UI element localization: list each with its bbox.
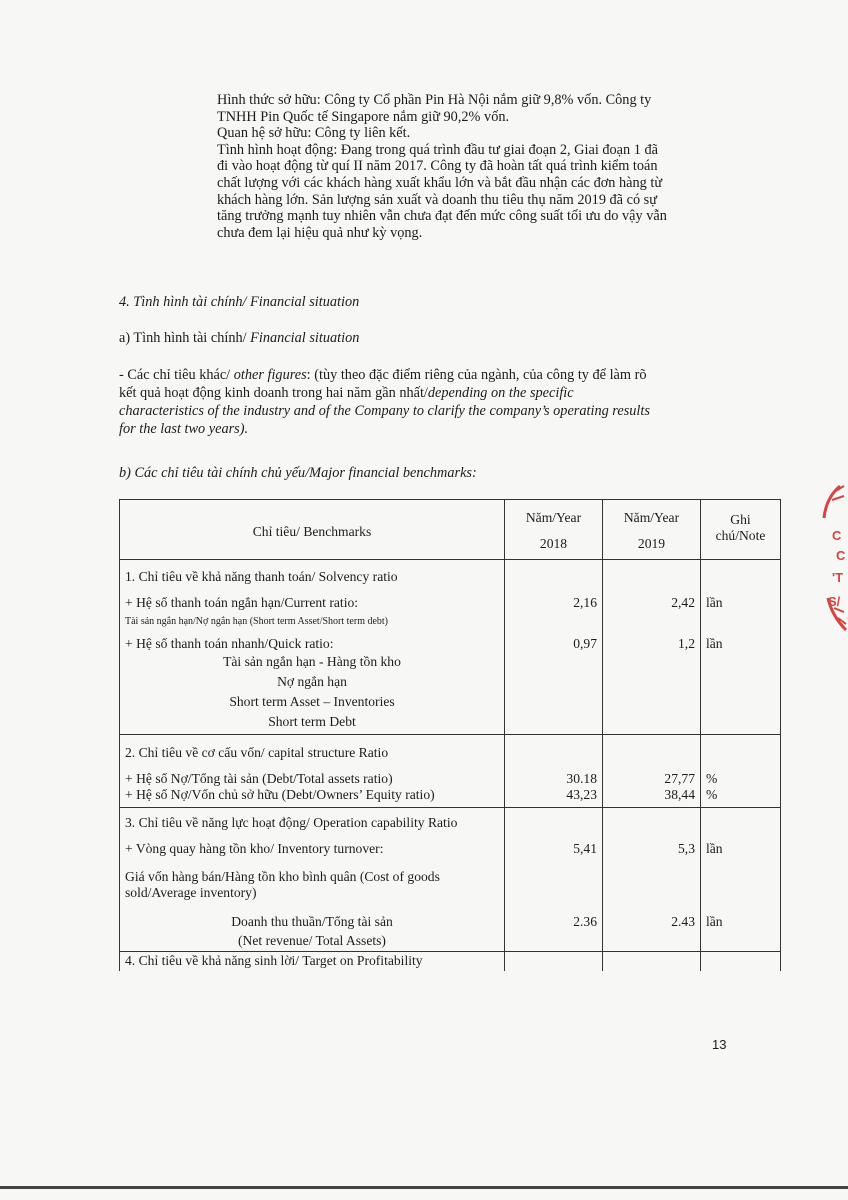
other-figures-paragraph (119, 366, 650, 438)
section-1-title: 1. Chỉ tiêu về khả năng thanh toán/ Solvency ratio (120, 560, 505, 586)
header-year-label: Năm/Year (623, 510, 680, 525)
other-figures-line-2-en: depending on the specific (427, 385, 574, 401)
financial-benchmarks-table (119, 499, 781, 971)
header-benchmarks: Chỉ tiêu/ Benchmarks (120, 500, 505, 560)
section-heading: 4. Tình hình tài chính/ Financial situation (119, 294, 360, 310)
section-3-title: 3. Chỉ tiêu về năng lực hoạt động/ Operation capability Ratio (120, 808, 505, 832)
header-note-line-2: chú/Note (715, 528, 766, 543)
intro-line: Tình hình hoạt động: Đang trong quá trình đầu tư giai đoạn 2, Giai đoạn 1 đã (217, 141, 658, 158)
header-year-2019 (603, 500, 701, 560)
bottom-scan-edge (0, 1186, 848, 1189)
other-figures-rest: : (tùy theo đặc điểm riêng của ngành, của công ty để làm rõ (306, 367, 647, 383)
header-note (701, 500, 781, 560)
inventory-formula-line-1: Giá vốn hàng bán/Hàng tồn kho bình quân (Cost of goods (125, 869, 440, 884)
section-2-title: 2. Chỉ tiêu về cơ cấu vốn/ capital structure Ratio (120, 735, 505, 762)
subsection-a-vn: a) Tình hình tài chính/ (119, 330, 251, 346)
other-figures-line-3: characteristics of the industry and of the Company to clarify the company’s operating results (119, 403, 650, 419)
intro-line: đi vào hoạt động từ quí II năm 2017. Công ty đã hoàn tất quá trình kiểm toán (217, 158, 658, 175)
header-year-value: 2019 (637, 536, 666, 551)
table-row (120, 611, 781, 630)
current-ratio-note: lần (701, 585, 781, 611)
header-year-label: Năm/Year (525, 510, 582, 525)
revenue-assets-label-1: Doanh thu thuần/Tổng tài sản (231, 914, 393, 929)
revenue-assets-2019: 2.43 (603, 901, 701, 952)
quick-ratio-note: lần (701, 630, 781, 735)
header-note-line-1: Ghi (730, 512, 751, 527)
quick-ratio-2018: 0,97 (505, 630, 603, 735)
other-figures-en: other figures (233, 367, 307, 383)
current-ratio-formula: Tài sản ngắn hạn/Nợ ngắn hạn (Short term Asset/Short term debt) (120, 611, 505, 630)
intro-line: chưa đem lại hiệu quả như kỳ vọng. (217, 224, 423, 241)
current-ratio-label: + Hệ số thanh toán ngắn hạn/Current ratio: (120, 585, 505, 611)
stamp-char: C (836, 548, 846, 563)
inventory-formula (120, 857, 505, 901)
inventory-turnover-2019: 5,3 (603, 831, 701, 857)
inventory-turnover-2018: 5,41 (505, 831, 603, 857)
stamp-char: S/ (828, 594, 841, 609)
table-row (120, 560, 781, 586)
quick-ratio-label: + Hệ số thanh toán nhanh/Quick ratio: (125, 636, 334, 651)
page-number: 13 (712, 1037, 727, 1052)
inventory-turnover-label: + Vòng quay hàng tồn kho/ Inventory turnover: (120, 831, 505, 857)
other-figures-line-1 (119, 366, 650, 384)
debt-equity-2018: 43,23 (505, 787, 603, 808)
table-row (120, 808, 781, 832)
table-row (120, 901, 781, 952)
debt-equity-label: + Hệ số Nợ/Vốn chủ sở hữu (Debt/Owners’ Equity ratio) (120, 787, 505, 808)
debt-assets-2019: 27,77 (603, 761, 701, 787)
intro-line: Hình thức sở hữu: Công ty Cổ phần Pin Hà Nội nắm giữ 9,8% vốn. Công ty (217, 92, 652, 108)
quick-formula-line: Short term Debt (268, 714, 356, 729)
other-figures-line-2-vn: kết quả hoạt động kinh doanh trong hai năm gần nhất/ (119, 385, 428, 401)
stamp-char: 'T (832, 570, 844, 585)
table-row (120, 761, 781, 787)
revenue-assets-note: lần (701, 901, 781, 952)
other-figures-vn: - Các chỉ tiêu khác/ (119, 367, 234, 383)
subsection-a-heading (119, 330, 359, 347)
quick-ratio-cell (120, 630, 505, 735)
company-stamp-fragment (818, 478, 848, 638)
revenue-assets-label-2: (Net revenue/ Total Assets) (238, 933, 386, 948)
intro-line: khách hàng lớn. Sản lượng sản xuất và doanh thu tiêu thụ năm 2019 đã có sự (217, 191, 657, 208)
intro-paragraph (217, 92, 667, 241)
debt-equity-note: % (701, 787, 781, 808)
debt-assets-2018: 30.18 (505, 761, 603, 787)
quick-formula-line: Nợ ngắn hạn (277, 674, 347, 689)
current-ratio-2018: 2,16 (505, 585, 603, 611)
table-row (120, 952, 781, 972)
intro-line: Quan hệ sở hữu: Công ty liên kết. (217, 125, 411, 142)
table-row (120, 735, 781, 762)
quick-ratio-2019: 1,2 (603, 630, 701, 735)
intro-line: TNHH Pin Quốc tế Singapore nắm giữ 90,2% vốn. (217, 108, 510, 125)
table-row (120, 585, 781, 611)
table-row (120, 831, 781, 857)
table-header-row (120, 500, 781, 560)
table-row (120, 630, 781, 735)
revenue-assets-2018: 2.36 (505, 901, 603, 952)
inventory-turnover-note: lần (701, 831, 781, 857)
other-figures-line-4: for the last two years). (119, 421, 249, 437)
header-year-2018 (505, 500, 603, 560)
header-year-value: 2018 (539, 536, 568, 551)
subsection-a-en: Financial situation (250, 330, 360, 346)
inventory-formula-line-2: sold/Average inventory) (125, 885, 257, 900)
quick-formula-line: Short term Asset – Inventories (229, 694, 395, 709)
quick-formula-line: Tài sản ngắn hạn - Hàng tồn kho (223, 654, 401, 669)
section-4-title: 4. Chỉ tiêu về khả năng sinh lời/ Target on Profitability (120, 952, 505, 972)
intro-line: chất lượng với các khách hàng xuất khẩu lớn và bắt đầu nhận các đơn hàng từ (217, 174, 663, 191)
stamp-char: C (832, 528, 842, 543)
subsection-b-heading: b) Các chỉ tiêu tài chính chủ yếu/Major financial benchmarks: (119, 465, 477, 481)
table-row (120, 857, 781, 901)
debt-assets-note: % (701, 761, 781, 787)
revenue-assets-cell (120, 901, 505, 952)
intro-line: tăng trưởng mạnh tuy nhiên vẫn chưa đạt đến mức công suất tối ưu do vậy vẫn (217, 208, 667, 225)
debt-assets-label: + Hệ số Nợ/Tổng tài sản (Debt/Total assets ratio) (120, 761, 505, 787)
other-figures-line-2 (119, 384, 650, 402)
current-ratio-2019: 2,42 (603, 585, 701, 611)
table-row (120, 787, 781, 808)
debt-equity-2019: 38,44 (603, 787, 701, 808)
